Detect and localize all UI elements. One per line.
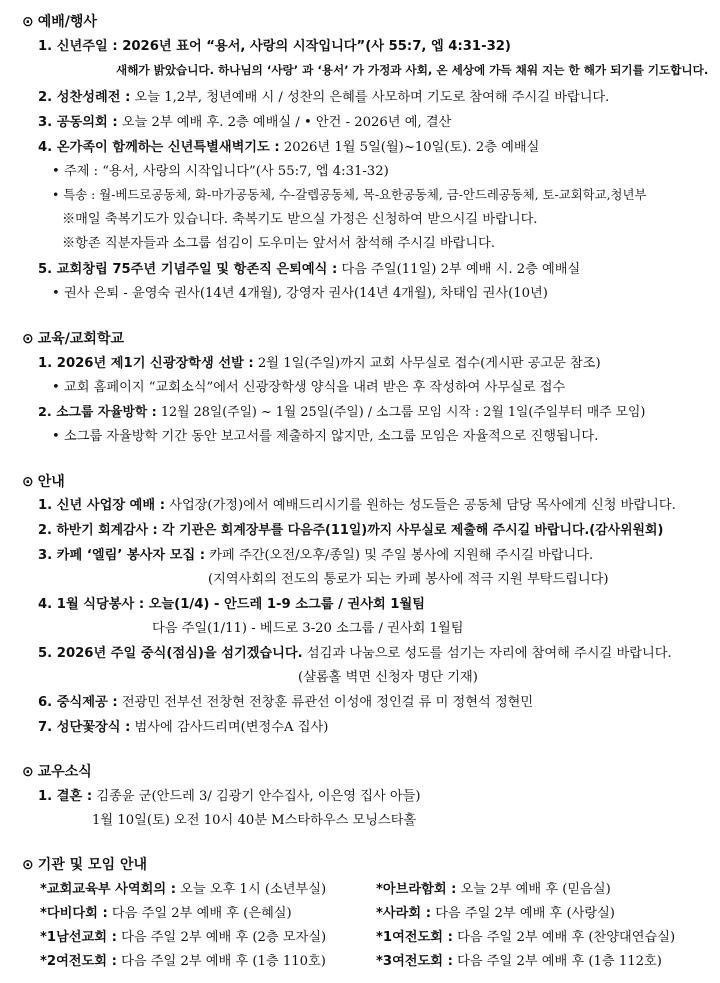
notice-item-4: 4. 1월 식당봉사 : 오늘(1/4) - 안드레 1-9 소그룹 / 권사회 1월팀 xyxy=(38,597,425,612)
worship-item-4-special: • 특송 : 월-베드로공동체, 화-마가공동체, 수-갈렙공동체, 목-요한공동체, 금-안드레공동체, 토-교회학교,청년부 xyxy=(52,187,647,202)
notice-item-1: 1. 신년 사업장 예배 : 사업장(가정)에서 예배드리시기를 원하는 성도들은 공동체 담당 목사에게 신청 바랍니다. xyxy=(38,498,676,513)
education-item-2: 2. 소그룹 자율방학 : 12월 28일(주일) ~ 1월 25일(주일) / 소그룹 모임 시작 : 2월 1일(주일부터 매주 모임) xyxy=(38,405,646,420)
meeting-right-4: *3여전도회 : 다음 주일 2부 예배 후 (1층 112호) xyxy=(376,954,662,969)
notice-item-5: 5. 2026년 주일 중식(점심)을 섬기겠습니다. 섬김과 나눔으로 성도를 섬기는 자리에 참여해 주시길 바랍니다. xyxy=(38,646,672,661)
notice-item-3: 3. 카페 ‘엘림’ 봉사자 모집 : 카페 주간(오전/오후/종일) 및 주일 봉사에 지원해 주시길 바랍니다. xyxy=(38,548,594,563)
notice-item-7: 7. 성단꽃장식 : 범사에 감사드리며(변정수A 집사) xyxy=(38,720,329,735)
section-title-education: ⊙ 교육/교회학교 xyxy=(22,331,124,347)
meeting-left-1: *교회교육부 사역회의 : 오늘 오후 1시 (소년부실) xyxy=(40,882,327,897)
worship-item-4: 4. 온가족이 함께하는 신년특별새벽기도 : 2026년 1월 5일(월)~10일(토). 2층 예배실 xyxy=(38,140,540,155)
worship-item-3: 3. 공동의회 : 오늘 2부 예배 후. 2층 예배실 / • 안건 - 2026년 예, 결산 xyxy=(38,115,452,130)
meeting-left-4: *2여전도회 : 다음 주일 2부 예배 후 (1층 110호) xyxy=(40,954,326,969)
circle-dot-icon: ⊙ xyxy=(22,331,34,347)
worship-item-4-note-1: ※매일 축복기도가 있습니다. 축복기도 받으실 가정은 신청하여 받으시길 바랍니다. xyxy=(62,212,538,227)
worship-item-4-theme: • 주제 : “용서, 사랑의 시작입니다”(사 55:7, 엡 4:31-32) xyxy=(52,164,389,179)
worship-item-1: 1. 신년주일 : 2026년 표어 “용서, 사랑의 시작입니다”(사 55:7, 엡 4:31-32) xyxy=(38,39,511,54)
members-item-1-date: 1월 10일(토) 오전 10시 40분 M스타하우스 모닝스타홀 xyxy=(92,813,417,828)
meeting-left-3: *1남선교회 : 다음 주일 2부 예배 후 (2층 모자실) xyxy=(40,930,327,945)
section-title-members: ⊙ 교우소식 xyxy=(22,764,92,780)
meeting-right-3: *1여전도회 : 다음 주일 2부 예배 후 (찬양대연습실) xyxy=(376,930,676,945)
worship-item-1-desc: 새해가 밝았습니다. 하나님의 ‘사랑’ 과 ‘용서’ 가 가정과 사회, 온 세상에 가득 채워 지는 한 해가 되기를 기도합니다. xyxy=(116,63,709,77)
worship-item-5-retire: • 권사 은퇴 - 윤영숙 권사(14년 4개월), 강영자 권사(14년 4개월), 차태임 권사(10년) xyxy=(52,286,548,301)
notice-item-6: 6. 중식제공 : 전광민 전부선 전창현 전창훈 류관선 이성애 정인걸 류 미 정현석 정현민 xyxy=(38,695,534,710)
worship-item-4-note-2: ※항존 직분자들과 소그룹 섬김이 도우미는 앞서서 참석해 주시길 바랍니다. xyxy=(62,236,496,251)
circle-dot-icon: ⊙ xyxy=(22,14,34,30)
notice-item-5-desc: (샬롬홀 벽면 신청자 명단 기재) xyxy=(298,670,478,685)
education-item-1: 1. 2026년 제1기 신광장학생 선발 : 2월 1일(주일)까지 교회 사무실로 접수(게시판 공고문 참조) xyxy=(38,356,601,371)
worship-item-2: 2. 성찬성례전 : 오늘 1,2부, 청년예배 시 / 성찬의 은혜를 사모하며 기도로 참여해 주시길 바랍니다. xyxy=(38,90,610,105)
meeting-right-2: *사라회 : 다음 주일 2부 예배 후 (사랑실) xyxy=(376,906,615,921)
notice-item-2: 2. 하반기 회계감사 : 각 기관은 회계장부를 다음주(11일)까지 사무실로 제출해 주시길 바랍니다.(감사위원회) xyxy=(38,523,664,538)
section-title-meetings: ⊙ 기관 및 모임 안내 xyxy=(22,857,148,873)
worship-item-5: 5. 교회창립 75주년 기념주일 및 항존직 은퇴예식 : 다음 주일(11일) 2부 예배 시. 2층 예배실 xyxy=(38,262,581,277)
section-title-notice: ⊙ 안내 xyxy=(22,474,65,490)
circle-dot-icon: ⊙ xyxy=(22,857,34,873)
meeting-left-2: *다비다회 : 다음 주일 2부 예배 후 (은혜실) xyxy=(40,906,292,921)
circle-dot-icon: ⊙ xyxy=(22,764,34,780)
education-item-1-sub: • 교회 홈페이지 “교회소식”에서 신광장학생 양식을 내려 받은 후 작성하여 사무실로 접수 xyxy=(52,380,566,395)
circle-dot-icon: ⊙ xyxy=(22,474,34,490)
notice-item-3-desc: (지역사회의 전도의 통로가 되는 카페 봉사에 적극 지원 부탁드립니다) xyxy=(208,572,609,587)
education-item-2-sub: • 소그룹 자율방학 기간 동안 보고서를 제출하지 않지만, 소그룹 모임은 자율적으로 진행됩니다. xyxy=(52,429,599,444)
members-item-1: 1. 결혼 : 김종윤 군(안드레 3/ 김광기 안수집사, 이은영 집사 아들) xyxy=(38,789,421,804)
notice-item-4-next: 다음 주일(1/11) - 베드로 3-20 소그룹 / 권사회 1월팀 xyxy=(152,621,464,636)
meeting-right-1: *아브라함회 : 오늘 2부 예배 후 (믿음실) xyxy=(376,882,611,897)
section-title-worship: ⊙ 예배/행사 xyxy=(22,14,97,30)
